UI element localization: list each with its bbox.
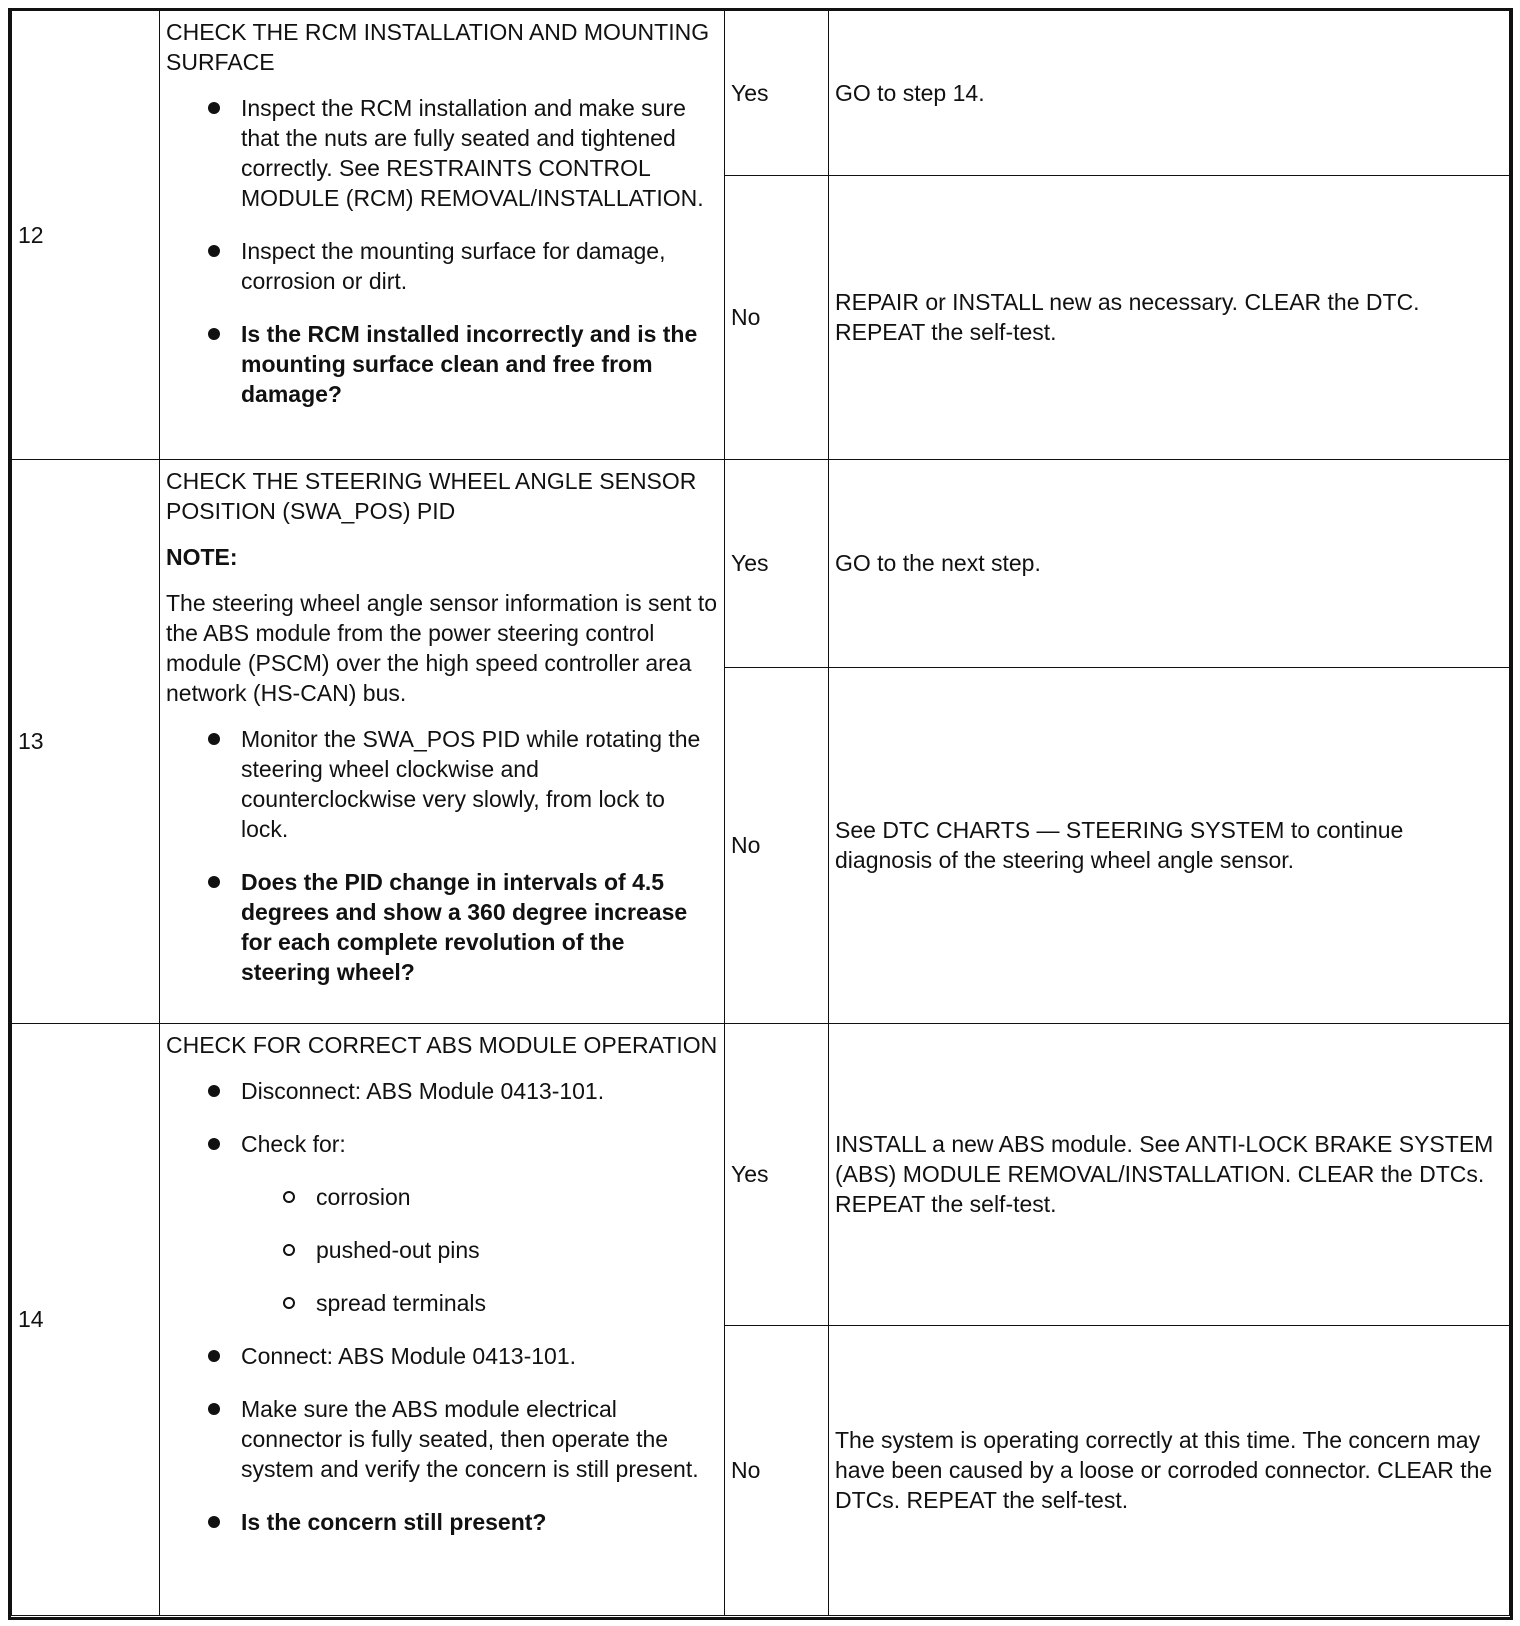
answer-yes: Yes	[725, 11, 829, 175]
question-bullet: Does the PID change in intervals of 4.5 degrees and show a 360 degree increase for each complete revolution of the steering wheel?	[166, 867, 718, 987]
step-row	[12, 1023, 1510, 1325]
answer-no: No	[725, 667, 829, 1023]
result-yes: INSTALL a new ABS module. See ANTI-LOCK BRAKE SYSTEM (ABS) MODULE REMOVAL/INSTALLATION. CLEAR the DTCs. REPEAT the self-test.	[829, 1023, 1510, 1325]
step-row	[12, 11, 1510, 175]
step-action	[160, 459, 725, 1023]
step-number: 12	[12, 11, 160, 459]
answer-no: No	[725, 175, 829, 459]
action-bullet-text: Disconnect: ABS Module 0413-101.	[241, 1077, 605, 1104]
pinpoint-test-table	[11, 11, 1510, 1616]
action-bullet: Inspect the RCM installation and make sure that the nuts are fully seated and tightened correctly. See RESTRAINTS CONTROL MODULE (RCM) REMOVAL/INSTALLATION.	[166, 93, 718, 213]
step-number: 13	[12, 459, 160, 1023]
action-bullet	[166, 1076, 718, 1106]
answer-no: No	[725, 1325, 829, 1615]
result-yes: GO to step 14.	[829, 11, 1510, 175]
step-row	[12, 459, 1510, 667]
question-bullet: Is the RCM installed incorrectly and is the mounting surface clean and free from damage?	[166, 319, 718, 409]
action-bullet: Monitor the SWA_POS PID while rotating the steering wheel clockwise and counterclockwise very slowly, from lock to lock.	[166, 724, 718, 844]
step-heading: CHECK FOR CORRECT ABS MODULE OPERATION	[166, 1031, 718, 1058]
answer-yes: Yes	[725, 459, 829, 667]
sub-bullet: corrosion	[241, 1182, 718, 1212]
question-bullet: Is the concern still present?	[166, 1507, 718, 1537]
action-bullet-text: Check for:	[241, 1130, 346, 1157]
sub-bullet: pushed-out pins	[241, 1235, 718, 1265]
step-number: 14	[12, 1023, 160, 1615]
result-no: REPAIR or INSTALL new as necessary. CLEAR the DTC. REPEAT the self-test.	[829, 175, 1510, 459]
result-no: See DTC CHARTS — STEERING SYSTEM to continue diagnosis of the steering wheel angle sensor.	[829, 667, 1510, 1023]
action-bullet: Connect: ABS Module 0413-101.	[166, 1341, 718, 1371]
diagnostic-table	[8, 8, 1513, 1620]
sub-bullet: spread terminals	[241, 1288, 718, 1318]
step-action	[160, 11, 725, 459]
step-heading: CHECK THE RCM INSTALLATION AND MOUNTING SURFACE	[166, 19, 710, 75]
action-bullet: Make sure the ABS module electrical connector is fully seated, then operate the system and verify the concern is still present.	[166, 1394, 718, 1484]
answer-yes: Yes	[725, 1023, 829, 1325]
result-yes: GO to the next step.	[829, 459, 1510, 667]
step-action	[160, 1023, 725, 1615]
step-heading: CHECK THE STEERING WHEEL ANGLE SENSOR POSITION (SWA_POS) PID	[166, 467, 697, 524]
action-bullet: Inspect the mounting surface for damage, corrosion or dirt.	[166, 236, 718, 296]
note-label: NOTE:	[166, 543, 238, 570]
note-text: The steering wheel angle sensor information is sent to the ABS module from the power steering control module (PSCM) over the high speed controller area network (HS-CAN) bus.	[166, 589, 718, 706]
action-bullet	[166, 1129, 718, 1318]
result-no: The system is operating correctly at this time. The concern may have been caused by a loose or corroded connector. CLEAR the DTCs. REPEAT the self-test.	[829, 1325, 1510, 1615]
